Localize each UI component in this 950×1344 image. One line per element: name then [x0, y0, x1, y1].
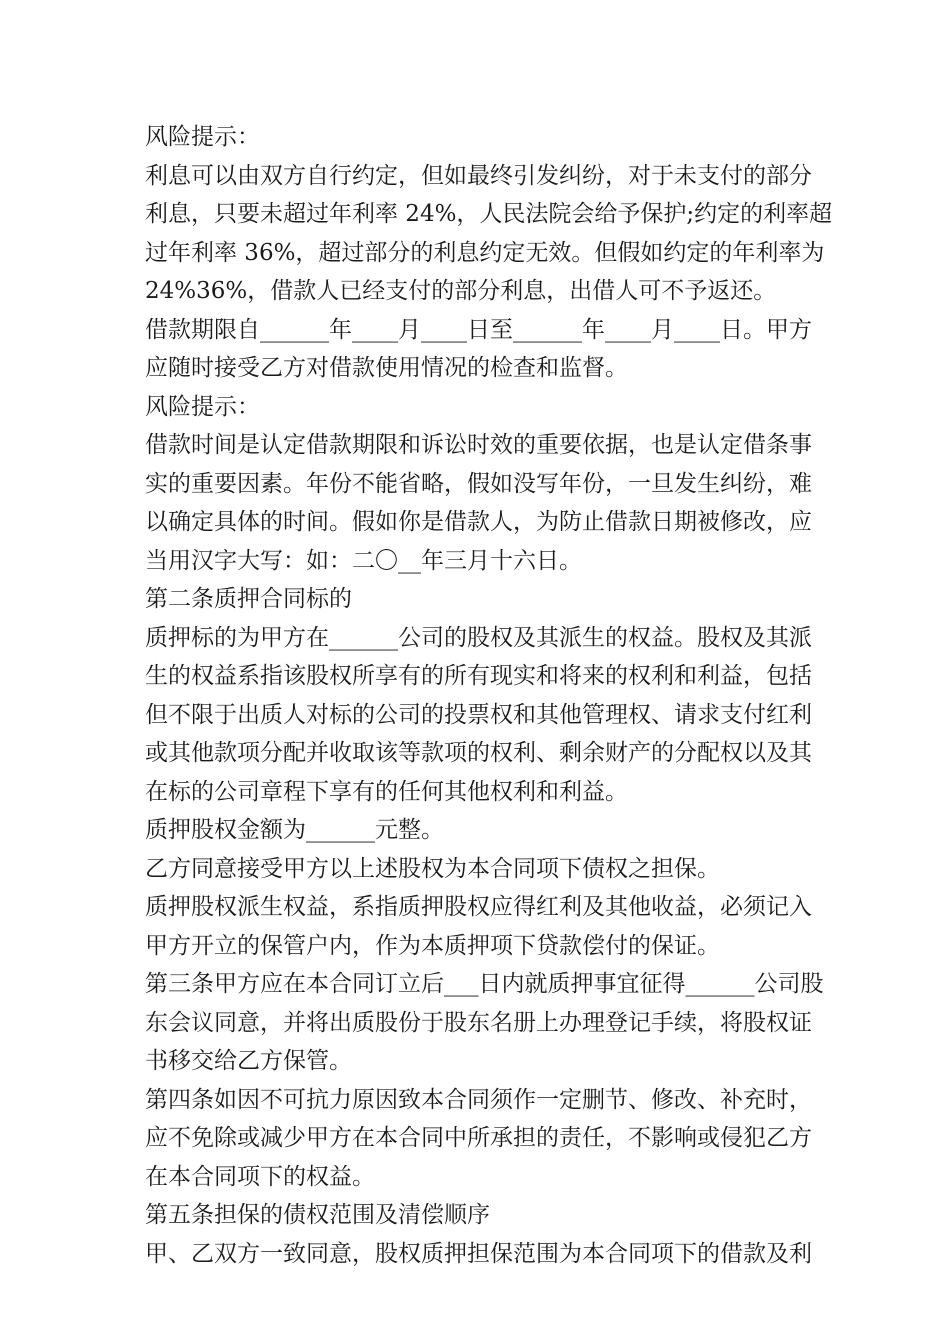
text-line: 应随时接受乙方对借款使用情况的检查和监督。	[145, 355, 628, 381]
text-line: 质押股权金额为______元整。	[145, 817, 444, 843]
text-line: 应不免除或减少甲方在本合同中所承担的责任，不影响或侵犯乙方	[145, 1125, 812, 1151]
text-line: 借款期限自______年____月____日至______年____月____日。甲方	[145, 316, 812, 343]
document-body	[145, 118, 833, 1273]
text-line: 在本合同项下的权益。	[145, 1163, 375, 1190]
text-line: 书移交给乙方保管。	[145, 1048, 352, 1074]
text-line: 利息可以由双方自行约定，但如最终引发纠纷，对于未支付的部分	[145, 162, 812, 189]
text-line: 借款时间是认定借款期限和诉讼时效的重要依据，也是认定借条事	[145, 432, 812, 458]
text-line: 第二条质押合同标的	[145, 586, 352, 612]
text-line: 过年利率 36%，超过部分的利息约定无效。但假如约定的年利率为	[145, 239, 825, 266]
text-line: 生的权益系指该股权所享有的所有现实和将来的权利和利益，包括	[145, 663, 812, 689]
text-line: 甲方开立的保管户内，作为本质押项下贷款偿付的保证。	[145, 932, 720, 959]
text-line: 乙方同意接受甲方以上述股权为本合同项下债权之担保。	[145, 855, 720, 882]
text-line: 以确定具体的时间。假如你是借款人，为防止借款日期被修改，应	[145, 509, 812, 535]
text-line: 第四条如因不可抗力原因致本合同须作一定删节、修改、补充时，	[145, 1086, 812, 1113]
text-line: 质押标的为甲方在______公司的股权及其派生的权益。股权及其派	[145, 624, 812, 651]
text-line: 实的重要因素。年份不能省略，假如没写年份，一旦发生纠纷，难	[145, 470, 812, 497]
text-line: 或其他款项分配并收取该等款项的权利、剩余财产的分配权以及其	[145, 740, 812, 766]
text-line: 但不限于出质人对标的公司的投票权和其他管理权、请求支付红利	[145, 701, 812, 728]
text-line: 风险提示：	[145, 393, 260, 420]
text-line: 甲、乙双方一致同意，股权质押担保范围为本合同项下的借款及利	[145, 1240, 812, 1267]
text-line: 当用汉字大写：如：二〇__年三月十六日。	[145, 547, 582, 574]
text-line: 第三条甲方应在本合同订立后___日内就质押事宜征得______公司股	[145, 971, 824, 997]
text-line: 质押股权派生权益，系指质押股权应得红利及其他收益，必须记入	[145, 894, 812, 920]
text-line: 在标的公司章程下享有的任何其他权利和利益。	[145, 778, 628, 805]
text-line: 东会议同意，并将出质股份于股东名册上办理登记手续，将股权证	[145, 1009, 812, 1036]
text-line: 风险提示：	[145, 124, 260, 150]
text-line: 利息，只要未超过年利率 24%，人民法院会给予保护;约定的利率超	[145, 201, 833, 227]
text-line: 24%36%，借款人已经支付的部分利息，出借人可不予返还。	[145, 278, 777, 304]
text-line: 第五条担保的债权范围及清偿顺序	[145, 1202, 490, 1228]
